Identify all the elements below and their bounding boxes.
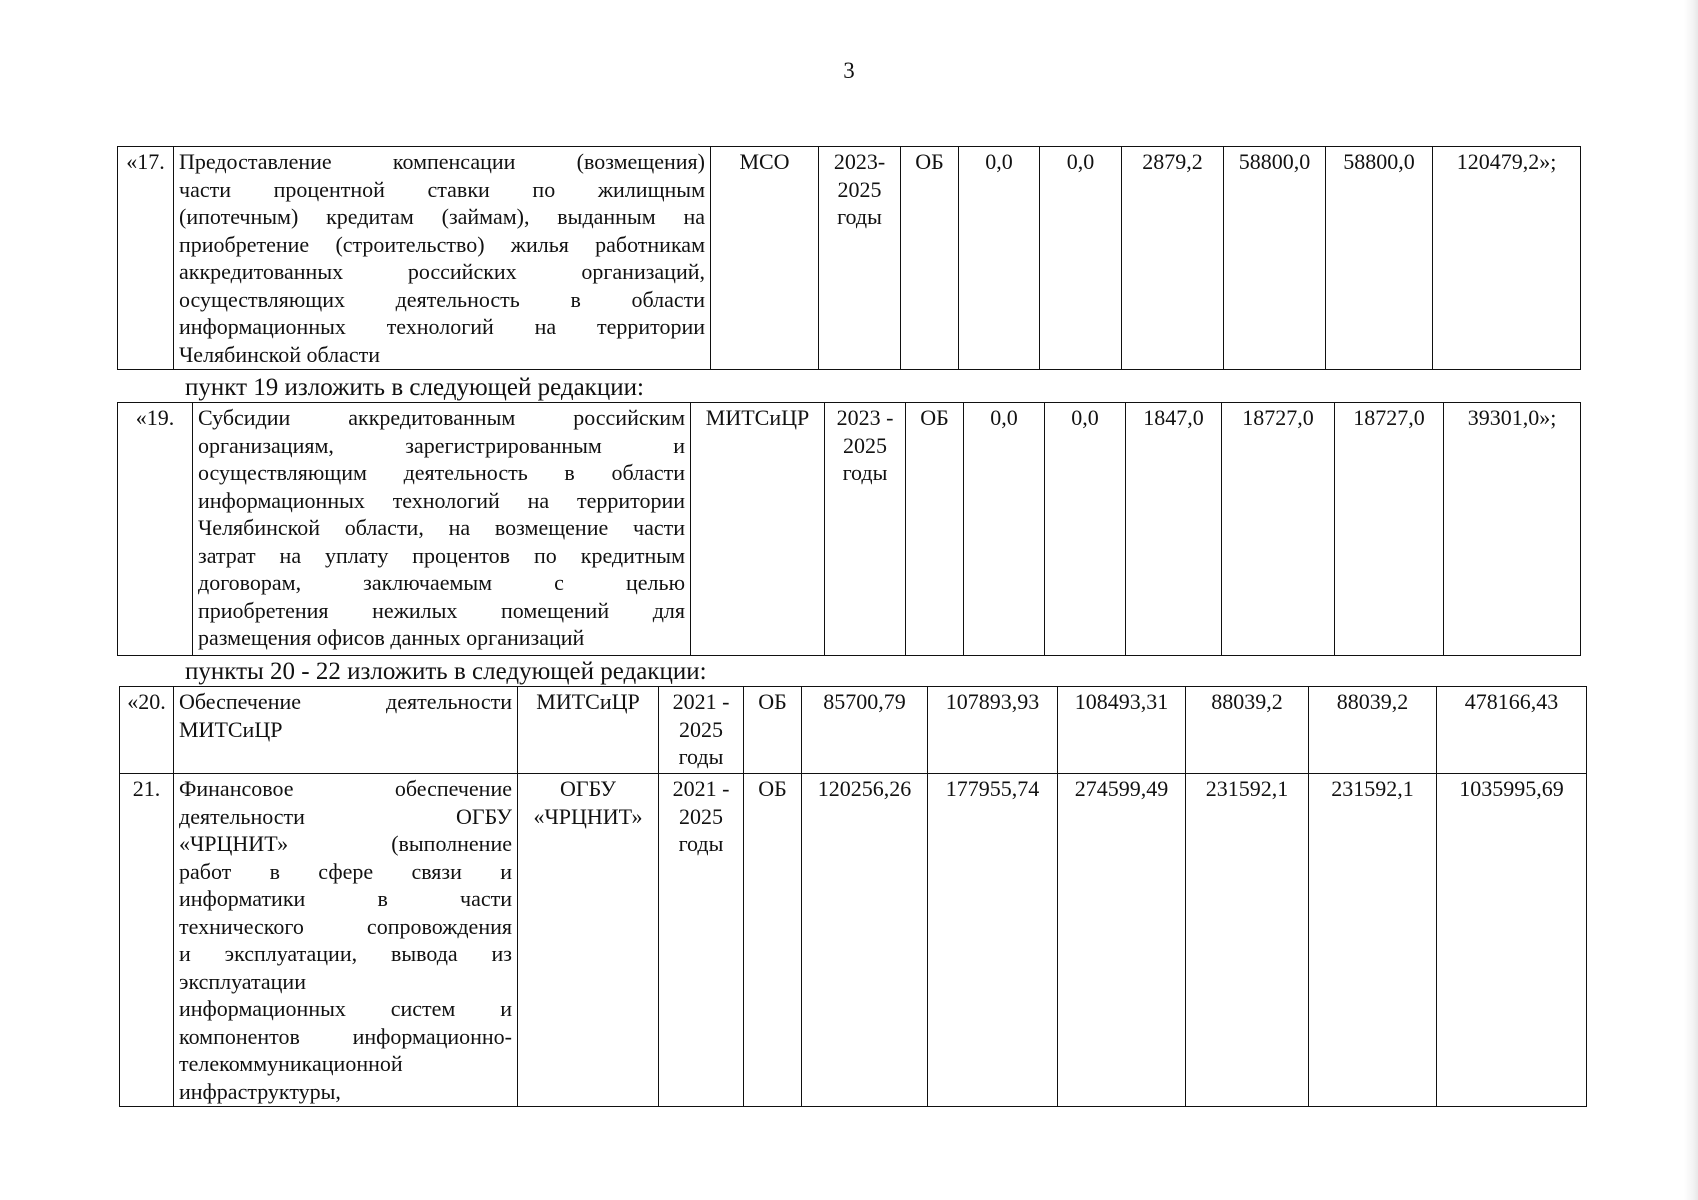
measure-name	[174, 687, 518, 774]
value-2022: 0,0	[1045, 403, 1126, 656]
text-line: затрат на уплату процентов по кредитным	[198, 542, 685, 568]
value-2024: 231592,1	[1186, 774, 1309, 1107]
text-line: 2023 -	[836, 405, 894, 430]
value-total: 120479,2»;	[1433, 147, 1581, 370]
text-line: эксплуатации	[179, 968, 306, 994]
text-line: аккредитованных российских организаций,	[179, 259, 705, 284]
table-row	[118, 147, 1581, 370]
text-line: Челябинской области, на возмещение части	[198, 515, 685, 540]
row-number: «20.	[120, 687, 174, 774]
text-line: части процентной ставки по жилищным	[179, 176, 705, 202]
text-line: осуществляющих деятельность в области	[179, 286, 705, 312]
table-items-20-21	[119, 686, 1587, 1107]
period	[819, 147, 901, 370]
table-row	[118, 403, 1581, 656]
text-line: (ипотечным) кредитам (займам), выданным на	[179, 204, 705, 229]
text-line: «ЧРЦНИТ» (выполнение	[179, 831, 512, 856]
funding-source: ОБ	[744, 774, 802, 1107]
text-line: размещения офисов данных организаций	[198, 625, 585, 650]
text-line: информационных систем и	[179, 996, 512, 1021]
text-line: 2025	[679, 716, 723, 742]
value-2024: 18727,0	[1222, 403, 1335, 656]
text-line: работ в сфере связи и	[179, 858, 512, 884]
funding-source: ОБ	[744, 687, 802, 774]
value-2025: 88039,2	[1309, 687, 1437, 774]
text-line: Обеспечение деятельности	[179, 689, 512, 714]
text-line: инфраструктуры,	[179, 1078, 341, 1104]
value-total: 1035995,69	[1437, 774, 1587, 1107]
text-line: договорам, заключаемым с целью	[198, 570, 685, 595]
value-2025: 231592,1	[1309, 774, 1437, 1107]
value-2021: 120256,26	[802, 774, 928, 1107]
text-line: Предоставление компенсации (возмещения)	[179, 149, 705, 174]
caption-item-19: пункт 19 изложить в следующей редакции:	[185, 374, 644, 401]
text-line: и эксплуатации, вывода из	[179, 941, 512, 966]
value-total: 39301,0»;	[1444, 403, 1581, 656]
row-number: 21.	[120, 774, 174, 1107]
value-2025: 18727,0	[1335, 403, 1444, 656]
text-line: 2025	[837, 176, 882, 202]
text-line: годы	[842, 460, 888, 485]
text-line: осуществляющим деятельность в области	[198, 460, 685, 485]
value-total: 478166,43	[1437, 687, 1587, 774]
measure-name	[193, 403, 691, 656]
text-line: организациям, зарегистрированным и	[198, 432, 685, 458]
executor: МСО	[711, 147, 819, 370]
funding-source: ОБ	[906, 403, 964, 656]
row-number: «17.	[118, 147, 174, 370]
value-2024: 58800,0	[1224, 147, 1326, 370]
value-2021: 0,0	[959, 147, 1040, 370]
text-line: Финансовое обеспечение	[179, 776, 512, 801]
value-2022: 0,0	[1040, 147, 1122, 370]
value-2023: 108493,31	[1058, 687, 1186, 774]
value-2023: 2879,2	[1122, 147, 1224, 370]
value-2022: 107893,93	[928, 687, 1058, 774]
text-line: информационных технологий на территории	[198, 487, 685, 513]
text-line: 2021 -	[672, 776, 730, 801]
value-2025: 58800,0	[1326, 147, 1433, 370]
measure-name	[174, 774, 518, 1107]
text-line: ОГБУ	[559, 776, 617, 801]
funding-source: ОБ	[901, 147, 959, 370]
caption-items-20-22: пункты 20 - 22 изложить в следующей редакции:	[185, 658, 707, 685]
measure-name	[174, 147, 711, 370]
executor	[518, 774, 659, 1107]
executor: МИТСиЦР	[691, 403, 825, 656]
value-2024: 88039,2	[1186, 687, 1309, 774]
value-2021: 85700,79	[802, 687, 928, 774]
text-line: 2025	[843, 432, 887, 458]
text-line: годы	[837, 204, 882, 229]
value-2023: 274599,49	[1058, 774, 1186, 1107]
text-line: «ЧРЦНИТ»	[533, 803, 643, 829]
text-line: МИТСиЦР	[179, 716, 283, 742]
text-line: годы	[678, 831, 724, 856]
period	[659, 687, 744, 774]
text-line: приобретение (строительство) жилья работникам	[179, 231, 705, 257]
text-line: телекоммуникационной	[179, 1051, 403, 1076]
value-2021: 0,0	[964, 403, 1045, 656]
scan-edge	[1684, 0, 1698, 1200]
period	[825, 403, 906, 656]
text-line: деятельности ОГБУ	[179, 803, 512, 829]
text-line: Субсидии аккредитованным российским	[198, 405, 685, 430]
text-line: приобретения нежилых помещений для	[198, 597, 685, 623]
text-line: Челябинской области	[179, 341, 381, 367]
table-item-19	[117, 402, 1581, 656]
value-2023: 1847,0	[1126, 403, 1222, 656]
executor: МИТСиЦР	[518, 687, 659, 774]
table-row	[120, 774, 1587, 1107]
text-line: технического сопровождения	[179, 913, 512, 939]
table-item-17	[117, 146, 1581, 370]
page-number: 3	[843, 58, 855, 83]
text-line: 2025	[679, 803, 723, 829]
text-line: 2021 -	[672, 689, 730, 714]
period	[659, 774, 744, 1107]
row-number: «19.	[118, 403, 193, 656]
text-line: информационных технологий на территории	[179, 314, 705, 339]
text-line: информатики в части	[179, 886, 512, 911]
table-row	[120, 687, 1587, 774]
text-line: 2023-	[833, 149, 886, 174]
value-2022: 177955,74	[928, 774, 1058, 1107]
text-line: компонентов информационно-	[179, 1023, 512, 1049]
text-line: годы	[678, 744, 724, 769]
